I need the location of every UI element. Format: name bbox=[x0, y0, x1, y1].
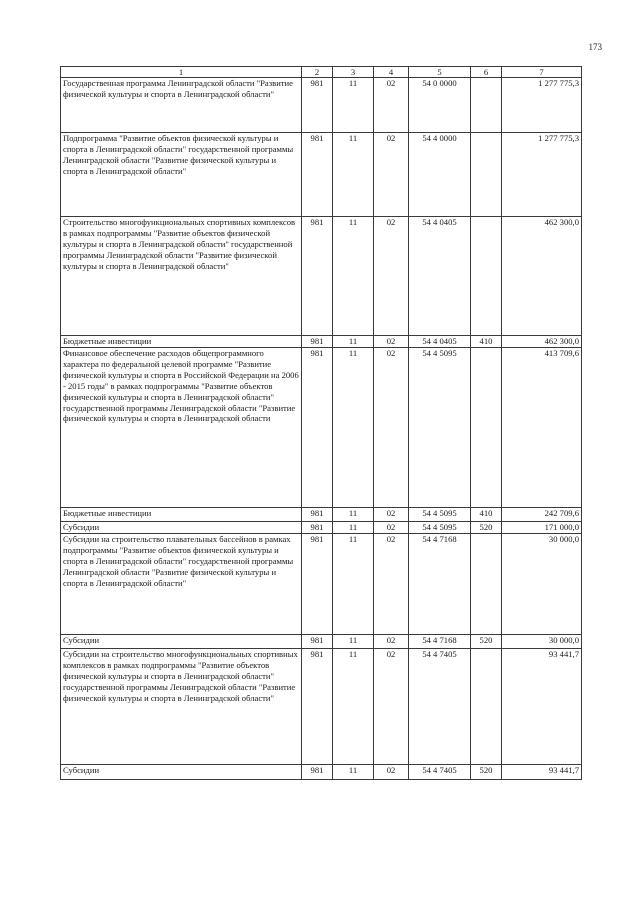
row-col-6 bbox=[471, 649, 502, 765]
row-col-2: 981 bbox=[302, 348, 333, 508]
header-col-4: 4 bbox=[374, 67, 409, 78]
row-name: Подпрограмма "Развитие объектов физической культуры и спорта в Ленинградской области" государственной программы Ленинградской области "Развитие физической культуры и спорта в Ленинградской области" bbox=[61, 133, 302, 217]
row-col-4: 02 bbox=[374, 133, 409, 217]
row-col-6: 410 bbox=[471, 508, 502, 522]
row-col-5: 54 4 7168 bbox=[409, 635, 471, 649]
row-col-7: 1 277 775,3 bbox=[502, 78, 582, 133]
row-col-3: 11 bbox=[333, 508, 374, 522]
row-col-5: 54 4 5095 bbox=[409, 522, 471, 534]
row-col-7: 30 000,0 bbox=[502, 635, 582, 649]
row-col-5: 54 4 0000 bbox=[409, 133, 471, 217]
table-row bbox=[61, 649, 582, 765]
row-col-6 bbox=[471, 78, 502, 133]
row-col-5: 54 4 7405 bbox=[409, 765, 471, 780]
table-row bbox=[61, 635, 582, 649]
row-col-2: 981 bbox=[302, 534, 333, 635]
header-col-1: 1 bbox=[61, 67, 302, 78]
row-col-6: 410 bbox=[471, 336, 502, 348]
table-row bbox=[61, 765, 582, 780]
row-col-2: 981 bbox=[302, 78, 333, 133]
table-row bbox=[61, 336, 582, 348]
row-col-4: 02 bbox=[374, 522, 409, 534]
row-col-7: 93 441,7 bbox=[502, 649, 582, 765]
row-col-2: 981 bbox=[302, 635, 333, 649]
row-col-5: 54 4 7168 bbox=[409, 534, 471, 635]
row-name: Государственная программа Ленинградской области "Развитие физической культуры и спорта в Ленинградской области" bbox=[61, 78, 302, 133]
table-row bbox=[61, 508, 582, 522]
row-col-3: 11 bbox=[333, 534, 374, 635]
table-row bbox=[61, 534, 582, 635]
row-name: Бюджетные инвестиции bbox=[61, 508, 302, 522]
row-col-5: 54 4 5095 bbox=[409, 348, 471, 508]
table-row bbox=[61, 348, 582, 508]
row-col-4: 02 bbox=[374, 217, 409, 336]
row-col-3: 11 bbox=[333, 635, 374, 649]
row-col-2: 981 bbox=[302, 522, 333, 534]
row-col-4: 02 bbox=[374, 336, 409, 348]
row-col-7: 413 709,6 bbox=[502, 348, 582, 508]
row-col-4: 02 bbox=[374, 348, 409, 508]
row-col-2: 981 bbox=[302, 336, 333, 348]
row-col-3: 11 bbox=[333, 765, 374, 780]
row-col-5: 54 0 0000 bbox=[409, 78, 471, 133]
header-col-7: 7 bbox=[502, 67, 582, 78]
row-col-6 bbox=[471, 348, 502, 508]
row-col-3: 11 bbox=[333, 649, 374, 765]
row-col-6 bbox=[471, 534, 502, 635]
row-col-5: 54 4 0405 bbox=[409, 336, 471, 348]
row-col-4: 02 bbox=[374, 508, 409, 522]
row-col-4: 02 bbox=[374, 635, 409, 649]
page-number: 173 bbox=[588, 42, 602, 52]
row-col-2: 981 bbox=[302, 133, 333, 217]
row-name: Бюджетные инвестиции bbox=[61, 336, 302, 348]
row-col-7: 462 300,0 bbox=[502, 336, 582, 348]
row-col-7: 1 277 775,3 bbox=[502, 133, 582, 217]
row-name: Субсидии на строительство плавательных бассейнов в рамках подпрограммы "Развитие объектов физической культуры и спорта в Ленинградской области" государственной программы Ленинградской области "Развитие физической культуры и спорта в Ленинградской области" bbox=[61, 534, 302, 635]
table-row bbox=[61, 78, 582, 133]
row-col-7: 462 300,0 bbox=[502, 217, 582, 336]
header-col-5: 5 bbox=[409, 67, 471, 78]
row-name: Субсидии bbox=[61, 635, 302, 649]
row-col-5: 54 4 5095 bbox=[409, 508, 471, 522]
table-row bbox=[61, 217, 582, 336]
row-col-7: 30 000,0 bbox=[502, 534, 582, 635]
row-col-5: 54 4 7405 bbox=[409, 649, 471, 765]
row-col-4: 02 bbox=[374, 534, 409, 635]
row-col-3: 11 bbox=[333, 217, 374, 336]
row-col-7: 242 709,6 bbox=[502, 508, 582, 522]
row-name: Субсидии bbox=[61, 765, 302, 780]
row-name: Финансовое обеспечение расходов общепрограммного характера по федеральной целевой программе "Развитие физической культуры и спорта в Российской Федерации на 2006 - 2015 годы" в рамках подпрограммы "Развитие объектов физической культуры и спорта в Ленинградской области" государственной программы Ленинградской области "Развитие физической культуры и спорта в Ленинградской области bbox=[61, 348, 302, 508]
row-col-3: 11 bbox=[333, 336, 374, 348]
row-col-6: 520 bbox=[471, 635, 502, 649]
row-col-3: 11 bbox=[333, 133, 374, 217]
budget-table bbox=[60, 66, 582, 780]
row-col-3: 11 bbox=[333, 522, 374, 534]
row-col-6 bbox=[471, 133, 502, 217]
row-col-6: 520 bbox=[471, 522, 502, 534]
row-name: Строительство многофункциональных спортивных комплексов в рамках подпрограммы "Развитие объектов физической культуры и спорта в Ленинградской области" государственной программы Ленинградской области "Развитие физической культуры и спорта в Ленинградской области" bbox=[61, 217, 302, 336]
row-col-6: 520 bbox=[471, 765, 502, 780]
row-col-7: 171 000,0 bbox=[502, 522, 582, 534]
row-col-6 bbox=[471, 217, 502, 336]
row-col-2: 981 bbox=[302, 508, 333, 522]
row-col-2: 981 bbox=[302, 765, 333, 780]
header-row bbox=[61, 67, 582, 78]
row-col-3: 11 bbox=[333, 348, 374, 508]
row-col-2: 981 bbox=[302, 217, 333, 336]
row-col-7: 93 441,7 bbox=[502, 765, 582, 780]
table-row bbox=[61, 522, 582, 534]
table-row bbox=[61, 133, 582, 217]
header-col-3: 3 bbox=[333, 67, 374, 78]
row-col-4: 02 bbox=[374, 649, 409, 765]
header-col-6: 6 bbox=[471, 67, 502, 78]
row-col-2: 981 bbox=[302, 649, 333, 765]
row-col-4: 02 bbox=[374, 78, 409, 133]
row-name: Субсидии на строительство многофункциональных спортивных комплексов в рамках подпрограммы "Развитие объектов физической культуры и спорта в Ленинградской области" государственной программы Ленинградской области "Развитие физической культуры и спорта в Ленинградской области" bbox=[61, 649, 302, 765]
row-col-3: 11 bbox=[333, 78, 374, 133]
row-col-5: 54 4 0405 bbox=[409, 217, 471, 336]
header-col-2: 2 bbox=[302, 67, 333, 78]
row-col-4: 02 bbox=[374, 765, 409, 780]
row-name: Субсидии bbox=[61, 522, 302, 534]
